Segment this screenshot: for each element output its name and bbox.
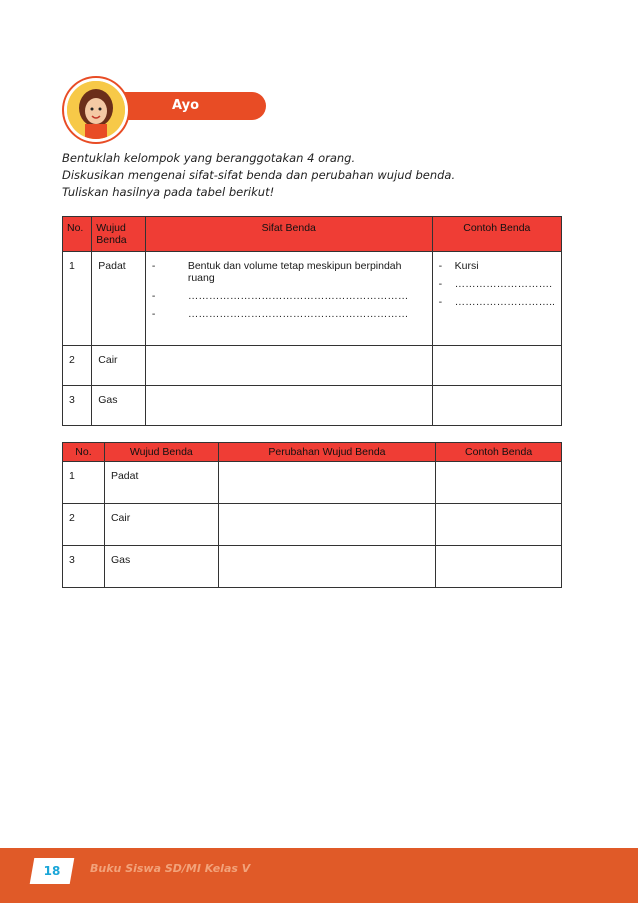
table-header-row xyxy=(63,217,562,252)
banner-pill xyxy=(112,92,266,141)
instructions xyxy=(62,150,562,201)
header-wujud: Wujud Benda xyxy=(104,443,218,462)
fill-blank[interactable]: ……………………………………………………… xyxy=(187,290,409,302)
instruction-line: Bentuklah kelompok yang beranggotakan 4 orang. xyxy=(62,151,356,165)
cell-contoh[interactable] xyxy=(436,504,562,546)
page-number-badge xyxy=(30,858,75,884)
table-row xyxy=(63,386,562,426)
list-item[interactable]: - ……………………….. xyxy=(438,296,555,308)
header-sifat: Sifat Benda xyxy=(145,217,432,252)
fill-blank[interactable]: ………………………. xyxy=(454,278,553,290)
list-item: - Kursi xyxy=(438,260,479,272)
cell-contoh[interactable] xyxy=(432,386,561,426)
book-title: Buku Siswa SD/MI Kelas V xyxy=(90,862,251,875)
fill-blank[interactable]: ……………………….. xyxy=(454,296,555,308)
sifat-benda-table xyxy=(62,216,562,426)
header-contoh: Contoh Benda xyxy=(436,443,562,462)
cell-wujud: Gas xyxy=(104,546,218,588)
cell-no: 1 xyxy=(63,462,105,504)
header-wujud: Wujud Benda xyxy=(92,217,146,252)
cell-wujud: Cair xyxy=(104,504,218,546)
list-item[interactable]: - ………………………. xyxy=(438,278,553,290)
perubahan-wujud-table xyxy=(62,442,562,588)
header-no: No. xyxy=(63,443,105,462)
cell-wujud: Cair xyxy=(92,346,146,386)
cell-wujud: Padat xyxy=(92,252,146,346)
table-row xyxy=(63,346,562,386)
cell-sifat[interactable] xyxy=(145,386,432,426)
cell-contoh[interactable] xyxy=(432,346,561,386)
fill-blank[interactable]: ……………………………………………………… xyxy=(187,308,409,320)
sifat-text: Bentuk dan volume tetap meskipun berpindah ruang xyxy=(187,260,402,284)
girl-character-icon xyxy=(64,78,128,142)
page-number: 18 xyxy=(43,864,61,878)
cell-no: 3 xyxy=(63,386,92,426)
cell-no: 3 xyxy=(63,546,105,588)
cell-no: 2 xyxy=(63,504,105,546)
table-row xyxy=(63,252,562,346)
cell-wujud: Gas xyxy=(92,386,146,426)
cell-wujud: Padat xyxy=(104,462,218,504)
cell-sifat[interactable] xyxy=(145,346,432,386)
instruction-line: Diskusikan mengenai sifat-sifat benda dan perubahan wujud benda. xyxy=(62,168,456,182)
page-footer xyxy=(0,848,638,903)
header-no: No. xyxy=(63,217,92,252)
cell-perubahan[interactable] xyxy=(218,546,436,588)
table-row xyxy=(63,546,562,588)
cell-sifat[interactable] xyxy=(145,252,432,346)
list-item[interactable]: - ……………………………………………………… xyxy=(151,308,409,320)
cell-perubahan[interactable] xyxy=(218,504,436,546)
contoh-text: Kursi xyxy=(454,260,479,272)
banner-title: Ayo Diskusikan xyxy=(172,98,252,141)
cell-no: 2 xyxy=(63,346,92,386)
cell-contoh[interactable] xyxy=(432,252,561,346)
table-row xyxy=(63,462,562,504)
instruction-line: Tuliskan hasilnya pada tabel berikut! xyxy=(62,185,275,199)
cell-no: 1 xyxy=(63,252,92,346)
cell-contoh[interactable] xyxy=(436,462,562,504)
table-header-row xyxy=(63,443,562,462)
cell-contoh[interactable] xyxy=(436,546,562,588)
header-perubahan: Perubahan Wujud Benda xyxy=(218,443,436,462)
list-item: - Bentuk dan volume tetap meskipun berpindah ruang xyxy=(152,260,426,284)
list-item[interactable]: - ……………………………………………………… xyxy=(151,290,409,302)
header-contoh: Contoh Benda xyxy=(432,217,561,252)
section-banner xyxy=(64,78,274,141)
table-row xyxy=(63,504,562,546)
cell-perubahan[interactable] xyxy=(218,462,436,504)
